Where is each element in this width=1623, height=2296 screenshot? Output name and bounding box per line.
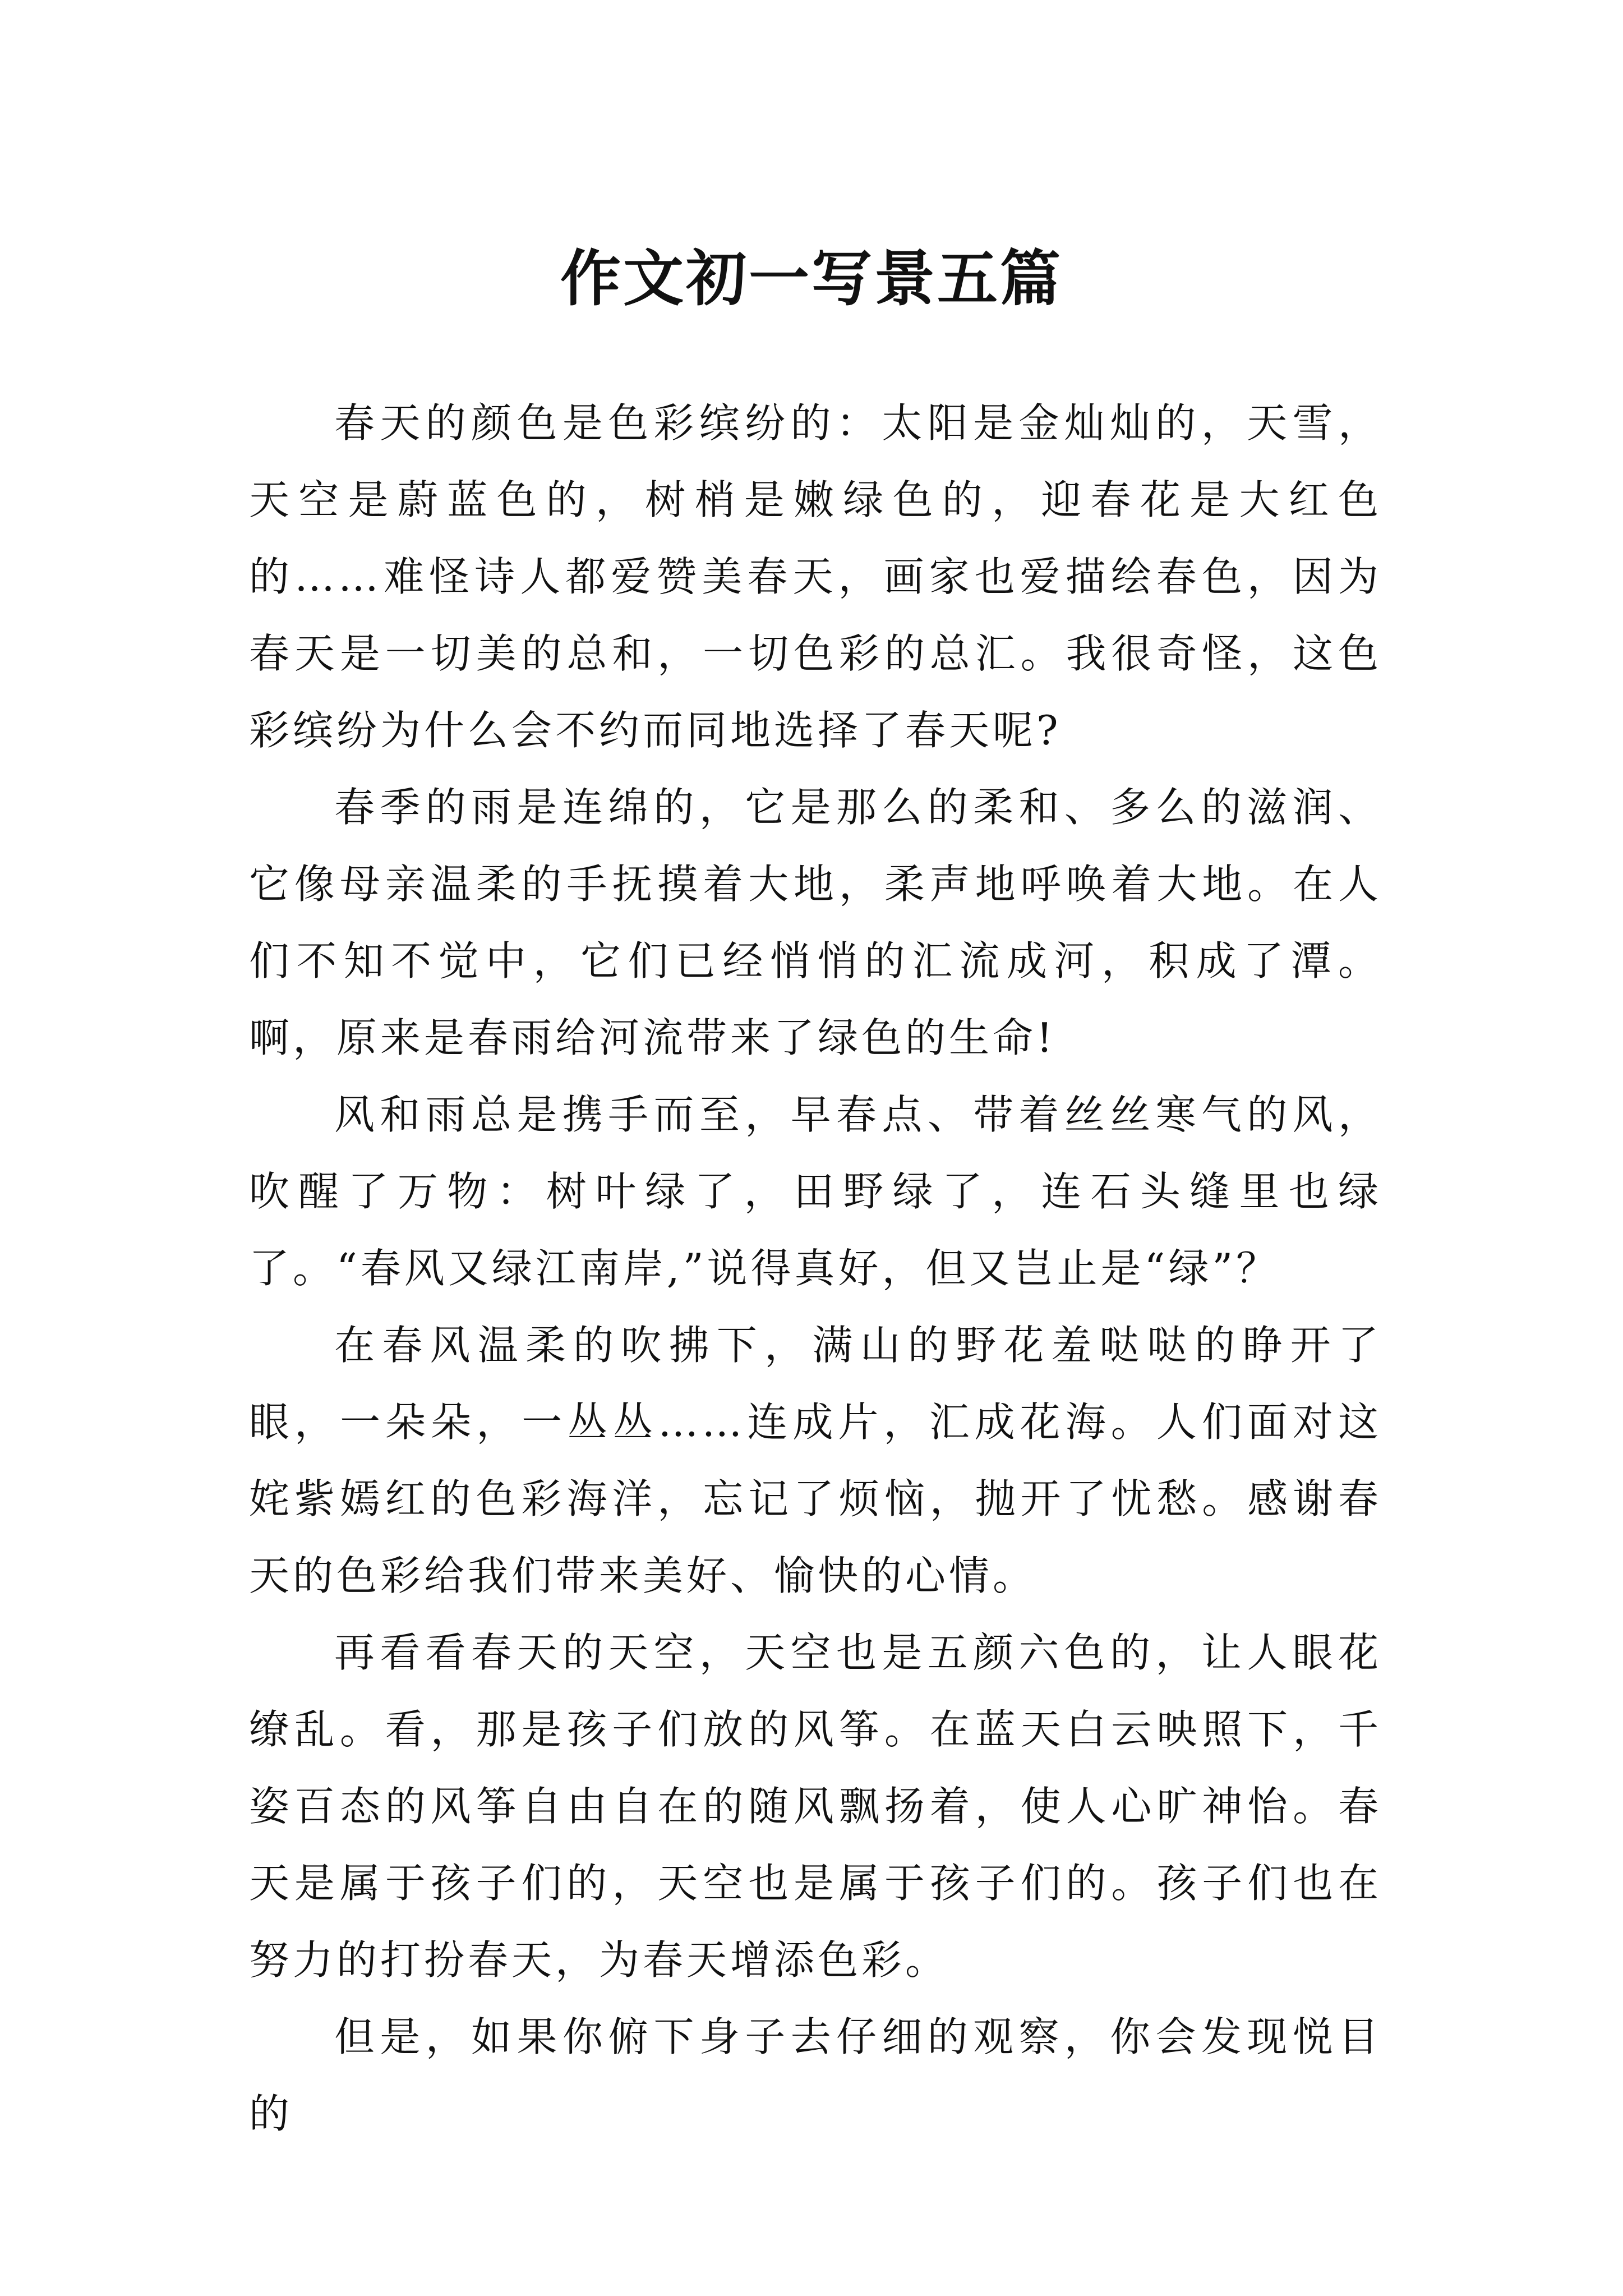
paragraph: 在春风温柔的吹拂下，满山的野花羞哒哒的睁开了眼，一朵朵，一丛丛……连成片，汇成花海。人们面对这姹紫嫣红的色彩海洋，忘记了烦恼，抛开了忧愁。感谢春天的色彩给我们带来美好、愉快的心情。 bbox=[249, 1322, 1382, 1599]
paragraph: 春天的颜色是色彩缤纷的：太阳是金灿灿的，天雪，天空是蔚蓝色的，树梢是嫩绿色的，迎春花是大红色的……难怪诗人都爱赞美春天，画家也爱描绘春色，因为春天是一切美的总和，一切色彩的总汇。我很奇怪，这色彩缤纷为什么会不约而同地选择了春天呢? bbox=[249, 399, 1382, 754]
document-body bbox=[249, 385, 1382, 2152]
paragraph: 春季的雨是连绵的，它是那么的柔和、多么的滋润、它像母亲温柔的手抚摸着大地，柔声地呼唤着大地。在人们不知不觉中，它们已经悄悄的汇流成河，积成了潭。啊，原来是春雨给河流带来了绿色的生命! bbox=[249, 784, 1382, 1061]
paragraph: 再看看春天的天空，天空也是五颜六色的，让人眼花缭乱。看，那是孩子们放的风筝。在蓝天白云映照下，千姿百态的风筝自由自在的随风飘扬着，使人心旷神怡。春天是属于孩子们的，天空也是属于孩子们的。孩子们也在努力的打扮春天，为春天增添色彩。 bbox=[249, 1629, 1382, 1984]
paragraph: 风和雨总是携手而至，早春点、带着丝丝寒气的风，吹醒了万物：树叶绿了，田野绿了，连石头缝里也绿了。“春风又绿江南岸,”说得真好，但又岂止是“绿”？ bbox=[249, 1091, 1382, 1292]
paragraph: 但是，如果你俯下身子去仔细的观察，你会发现悦目的 bbox=[249, 2013, 1382, 2137]
document-title: 作文初一写景五篇 bbox=[560, 243, 1063, 315]
